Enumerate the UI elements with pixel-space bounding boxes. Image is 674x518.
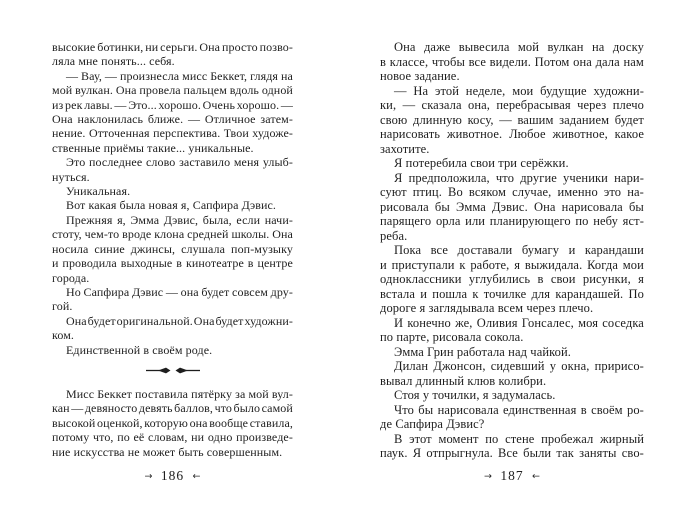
text-line: В этот момент по стене пробежал жирный xyxy=(394,431,644,446)
page-body-left xyxy=(52,0,293,459)
footer-arrow-right-icon: → xyxy=(144,471,153,482)
text-line: ки, — сказала она, перебрасывая через плечо xyxy=(380,98,644,112)
text-line: ственные приёмы такие... уникальные. xyxy=(52,140,254,155)
text-line: одноклассники углубились в свои рисунки, я xyxy=(380,272,644,286)
text-line: Единственной в своём роде. xyxy=(66,342,213,357)
text-line: Она будет оригинальной. Она будет художни- xyxy=(66,313,293,328)
text-line: де Сапфира Дэвис? xyxy=(380,417,485,431)
text-line: Но Сапфира Дэвис — она будет совсем дру- xyxy=(66,284,293,299)
text-line: нуться. xyxy=(52,169,90,184)
page-number-left: 186 xyxy=(160,468,185,483)
text-line: Что бы нарисовала единственная в своём ро- xyxy=(394,402,644,417)
text-line: по парте, рисовала сокола. xyxy=(380,330,524,344)
text-line: Прежняя я, Эмма Дэвис, была, если начи- xyxy=(66,212,293,227)
text-line: города. xyxy=(52,270,90,285)
text-line: высокой оценкой, которую она вообще ставила, xyxy=(52,415,293,430)
section-divider-ornament xyxy=(52,366,293,375)
book-page-left xyxy=(52,0,293,518)
text-line: свою длинную косу, — вашим заданием будет xyxy=(380,112,644,127)
text-line: высокие ботинки, ни серьги. Она просто позво- xyxy=(52,40,293,54)
text-line: носила синие джинсы, слушала поп-музыку xyxy=(52,241,293,256)
text-line: Пока все доставали бумагу и карандаши xyxy=(394,243,644,257)
text-line: Уникальная. xyxy=(66,184,131,199)
text-line: захотите. xyxy=(380,141,430,156)
text-line: и проводила выходные в кинотеатре в центре xyxy=(52,256,293,271)
text-line: нение. Отточенная перспектива. Твои художе- xyxy=(52,126,293,141)
text-line: дороге я заглядывала всем через плечо. xyxy=(380,301,594,315)
text-line: суют птиц. Во всяком случае, именно это на- xyxy=(380,185,644,199)
text-line: паук. Я отпрыгнула. Все были так заняты сво- xyxy=(380,446,644,460)
text-line: нарисовать животное. Любое животное, какое xyxy=(380,127,644,141)
text-line: вывал длинный клюв колибри. xyxy=(380,373,547,388)
footer-arrow-left-icon: ← xyxy=(192,471,201,482)
text-line: ние искусства не может быть совершенным. xyxy=(52,444,283,459)
page-number-right: 187 xyxy=(500,468,524,483)
footer-arrow-right-icon: → xyxy=(484,471,492,482)
text-line: и приступали к работе, я выжидала. Когда мои xyxy=(380,257,644,272)
text-line: из рек лавы. — Это... хорошо. Очень хорошо. — xyxy=(52,97,293,112)
text-line: Это последнее слово заставило меня улыб- xyxy=(66,155,293,170)
text-line: ком. xyxy=(52,328,74,343)
page-footer-right xyxy=(380,468,644,484)
text-line: встала и пошла к точилке для карандашей. По xyxy=(380,286,644,301)
text-line: новое задание. xyxy=(380,69,460,83)
text-line: Стоя у точилки, я задумалась. xyxy=(394,388,556,402)
text-line: в классе, чтобы все видели. Потом она дала нам xyxy=(380,54,644,69)
page-body-right xyxy=(380,0,644,461)
text-line: Она даже вывесила мой вулкан на доску xyxy=(394,40,644,54)
text-line: Она наклонилась ближе. — Отличное затем- xyxy=(52,112,293,127)
text-line: стоту, чем-то вроде клона средней школы. Она xyxy=(52,227,293,242)
text-line: потому что, по её словам, ни одно произведе- xyxy=(52,430,293,445)
text-line: ляла мне понять... себя. xyxy=(52,54,175,69)
text-line: Дилан Джонсон, сидевший у окна, пририсо- xyxy=(394,359,644,373)
text-line: И конечно же, Оливия Гонсалес, моя соседка xyxy=(394,315,644,330)
text-line: кан — девяносто девять баллов, что было самой xyxy=(52,401,293,416)
text-line: гой. xyxy=(52,299,73,314)
text-line: мой вулкан. Она провела пальцем вдоль одной xyxy=(52,83,293,98)
text-line: Мисс Беккет поставила пятёрку за мой вул- xyxy=(66,386,293,401)
text-line: парящего орла или планирующего по небу яст- xyxy=(380,214,644,228)
text-line: — Вау, — произнесла мисс Беккет, глядя на xyxy=(66,68,293,83)
footer-arrow-left-icon: ← xyxy=(532,471,540,482)
text-line: Эмма Грин работала над чайкой. xyxy=(394,344,572,359)
text-line: рисовала бы Эмма Дэвис. Она нарисовала бы xyxy=(380,199,644,214)
text-line: Я потеребила свои три серёжки. xyxy=(394,156,569,170)
text-line: — На этой неделе, мои будущие художни- xyxy=(394,83,644,98)
text-line: реба. xyxy=(380,228,408,243)
text-line: Вот какая была новая я, Сапфира Дэвис. xyxy=(66,198,277,213)
book-page-right xyxy=(380,0,644,518)
text-line: Я предположила, что другие ученики нари- xyxy=(394,170,644,185)
page-footer-left xyxy=(52,468,293,484)
